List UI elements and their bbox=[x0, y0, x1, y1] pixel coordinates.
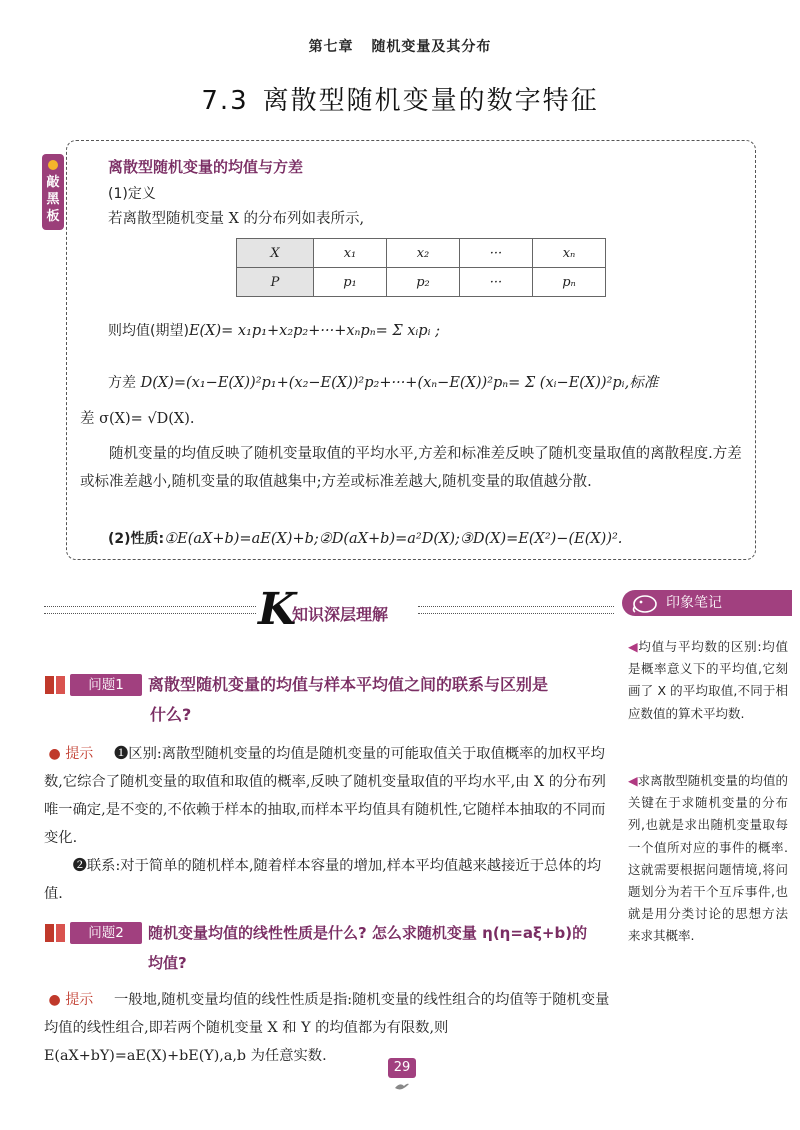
side-note-2 bbox=[628, 770, 788, 948]
chapter-name: 随机变量及其分布 bbox=[371, 39, 492, 55]
chapter-header bbox=[0, 36, 800, 56]
q2-title bbox=[148, 918, 618, 978]
banner-divider-left bbox=[44, 606, 256, 614]
q1-title-line1: 离散型随机变量的均值与样本平均值之间的联系与区别是 bbox=[148, 675, 549, 694]
chapter-number: 第七章 bbox=[308, 39, 354, 55]
tip-bullet-icon: ● bbox=[48, 992, 61, 1008]
distribution-table bbox=[236, 238, 606, 297]
section-number: 7.3 bbox=[201, 86, 249, 116]
q2-answer-text: 一般地,随机变量均值的线性性质是指:随机变量的线性组合的均值等于随机变量均值的线性组合,即若两个随机变量 X 和 Y 的均值都为有限数,则 E(aX+bY)=aE(X)+bE(Y),a,b 为任意实数. bbox=[44, 992, 610, 1064]
variance-formula: D(X)=(x₁−E(X))²p₁+(x₂−E(X))²p₂+···+(xₙ−E(X))²pₙ= Σ (xᵢ−E(X))²pᵢ,标准 bbox=[140, 375, 659, 391]
banner-label: 知识深层理解 bbox=[292, 605, 389, 624]
q2-badge: 问题2 bbox=[70, 922, 142, 944]
table-cell: P bbox=[237, 268, 314, 297]
mean-formula-line bbox=[108, 320, 440, 342]
book-icon bbox=[44, 922, 66, 944]
table-cell: xₙ bbox=[533, 239, 606, 268]
q2-tip-label: 提示 bbox=[65, 992, 94, 1008]
table-cell: p₂ bbox=[387, 268, 460, 297]
book-icon bbox=[44, 674, 66, 696]
table-cell: ··· bbox=[460, 268, 533, 297]
blackboard-section-title: 离散型随机变量的均值与方差 bbox=[108, 158, 304, 176]
q2-title-line1: 随机变量均值的线性性质是什么? 怎么求随机变量 η(η=aξ+b)的 bbox=[148, 924, 588, 942]
triangle-marker-icon: ◀ bbox=[628, 639, 639, 654]
definition-label: (1)定义 bbox=[108, 186, 156, 202]
elephant-icon bbox=[630, 592, 660, 614]
table-cell: x₁ bbox=[314, 239, 387, 268]
tip-bullet-icon: ● bbox=[48, 746, 61, 762]
knowledge-banner bbox=[258, 584, 418, 635]
q2-answer bbox=[44, 986, 616, 1070]
q1-badge: 问题1 bbox=[70, 674, 142, 696]
table-cell: X bbox=[237, 239, 314, 268]
blackboard-box bbox=[66, 140, 756, 560]
definition-intro: 若离散型随机变量 X 的分布列如表所示, bbox=[108, 211, 365, 227]
table-row bbox=[237, 268, 606, 297]
banner-divider-right bbox=[418, 606, 614, 614]
triangle-marker-icon: ◀ bbox=[628, 773, 638, 788]
properties-line bbox=[108, 528, 622, 550]
table-cell: pₙ bbox=[533, 268, 606, 297]
property-label: (2)性质: bbox=[108, 531, 165, 547]
side-note-2-text: 求离散型随机变量的均值的关键在于求随机变量的分布列,也就是求出随机变量取每一个值所对应的事件的概率.这就需要根据问题情境,将问题划分为若干个互斥事件,也就是用分类讨论的思想方法来求其概率. bbox=[628, 773, 788, 944]
q2-title-line2: 均值? bbox=[148, 954, 187, 972]
q1-tip-label: 提示 bbox=[65, 746, 94, 762]
explanation-paragraph: 随机变量的均值反映了随机变量取值的平均水平,方差和标准差反映了随机变量取值的离散程度.方差或标准差越小,随机变量的取值越集中;方差或标准差越大,随机变量的取值越分散. bbox=[80, 446, 742, 490]
q1-answer-1 bbox=[44, 740, 616, 852]
property-formulas: ①E(aX+b)=aE(X)+b;②D(aX+b)=a²D(X);③D(X)=E(X²)−(E(X))². bbox=[164, 531, 623, 547]
table-cell: p₁ bbox=[314, 268, 387, 297]
page-number: 29 bbox=[388, 1058, 416, 1078]
side-note-1-text: 均值与平均数的区别:均值是概率意义下的平均值,它刻画了 X 的平均取值,不同于相应数值的算术平均数. bbox=[628, 639, 788, 721]
variance-formula-line bbox=[108, 372, 756, 394]
bird-icon bbox=[394, 1080, 410, 1096]
page-title bbox=[0, 80, 800, 117]
table-cell: ··· bbox=[460, 239, 533, 268]
section-title: 离散型随机变量的数字特征 bbox=[262, 86, 599, 116]
bulb-icon bbox=[48, 160, 58, 170]
blackboard-tab-label: 敲黑板 bbox=[46, 175, 60, 224]
q1-answer-2: ❷联系:对于简单的随机样本,随着样本容量的增加,样本平均值越来越接近于总体的均值. bbox=[44, 858, 602, 902]
notes-header-label: 印象笔记 bbox=[666, 595, 722, 611]
variance-label: 方差 bbox=[108, 375, 136, 391]
table-row bbox=[237, 239, 606, 268]
q1-title-line2: 什么? bbox=[150, 705, 192, 724]
mean-label: 则均值(期望) bbox=[108, 323, 189, 339]
banner-letter: K bbox=[258, 584, 297, 635]
table-cell: x₂ bbox=[387, 239, 460, 268]
mean-formula: E(X)= x₁p₁+x₂p₂+···+xₙpₙ= Σ xᵢpᵢ ; bbox=[188, 323, 440, 339]
q1-answer-1-text: ❶区别:离散型随机变量的均值是随机变量的可能取值关于取值概率的加权平均数,它综合了随机变量的取值和取值的概率,反映了随机变量取值的平均水平,由 X 的分布列唯一确定,是不变的,不依赖于样本的抽取,而样本平均值具有随机性,它随样本抽取的不同而变化. bbox=[44, 746, 606, 846]
side-note-1 bbox=[628, 636, 788, 725]
q1-title bbox=[148, 670, 618, 730]
blackboard-tab bbox=[42, 154, 64, 230]
std-formula: 差 σ(X)= √D(X). bbox=[80, 411, 195, 427]
